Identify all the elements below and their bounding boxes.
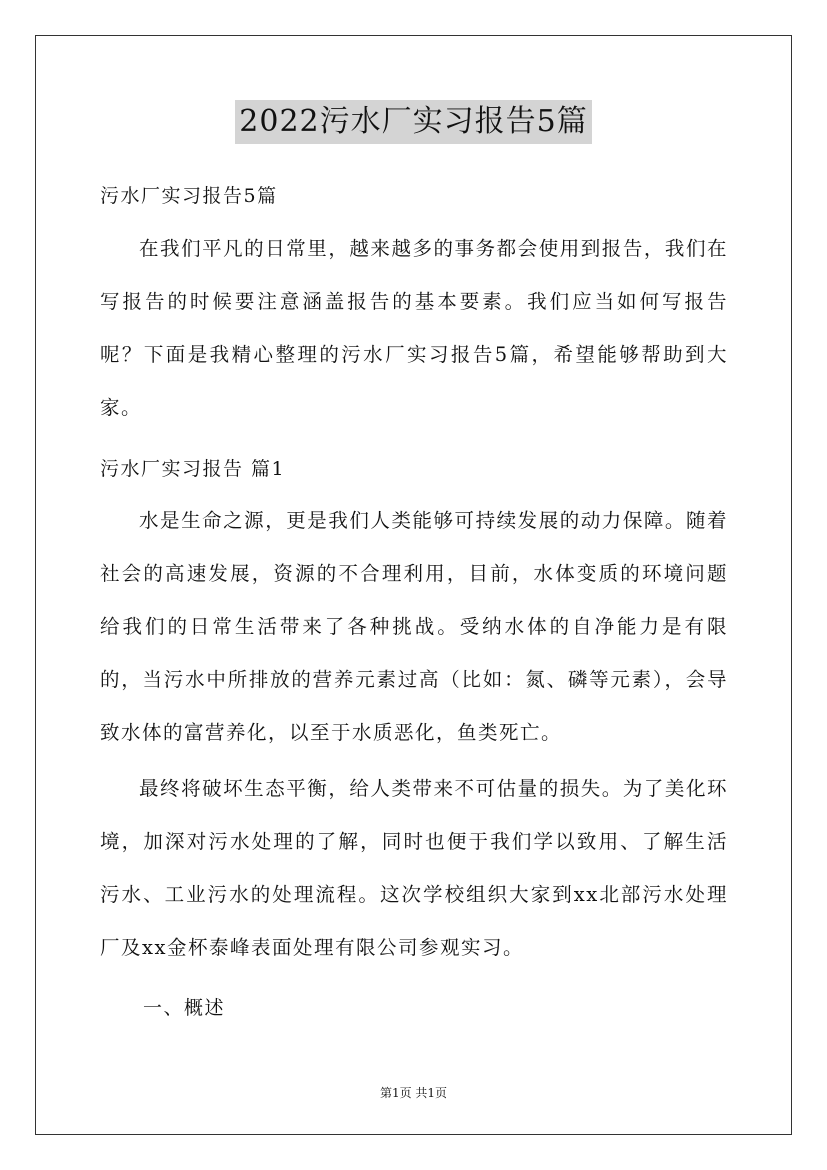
section-heading: 污水厂实习报告 篇1: [100, 458, 286, 480]
subheading: 一、概述: [143, 997, 226, 1019]
body-paragraph: 最终将破坏生态平衡，给人类带来不可估量的损失。为了美化环境，加深对污水处理的了解，同时也便于我们学以致用、了解生活污水、工业污水的处理流程。这次学校组织大家到xx北部污水处理厂及xx金杯泰峰表面处理有限公司参观实习。: [100, 777, 728, 959]
body-paragraph: 水是生命之源，更是我们人类能够可持续发展的动力保障。随着社会的高速发展，资源的不合理利用，目前，水体变质的环境问题给我们的日常生活带来了各种挑战。受纳水体的自净能力是有限的，当污水中所排放的营养元素过高（比如：氮、磷等元素），会导致水体的富营养化，以至于水质恶化，鱼类死亡。: [100, 509, 728, 744]
intro-paragraph: 在我们平凡的日常里，越来越多的事务都会使用到报告，我们在写报告的时候要注意涵盖报告的基本要素。我们应当如何写报告呢？下面是我精心整理的污水厂实习报告5篇，希望能够帮助到大家。: [100, 237, 728, 419]
document-subtitle: 污水厂实习报告5篇: [100, 185, 278, 207]
document-title: 2022污水厂实习报告5篇: [235, 100, 591, 144]
page-footer: 第1页 共1页: [379, 1086, 448, 1100]
title-container: [0, 100, 827, 144]
